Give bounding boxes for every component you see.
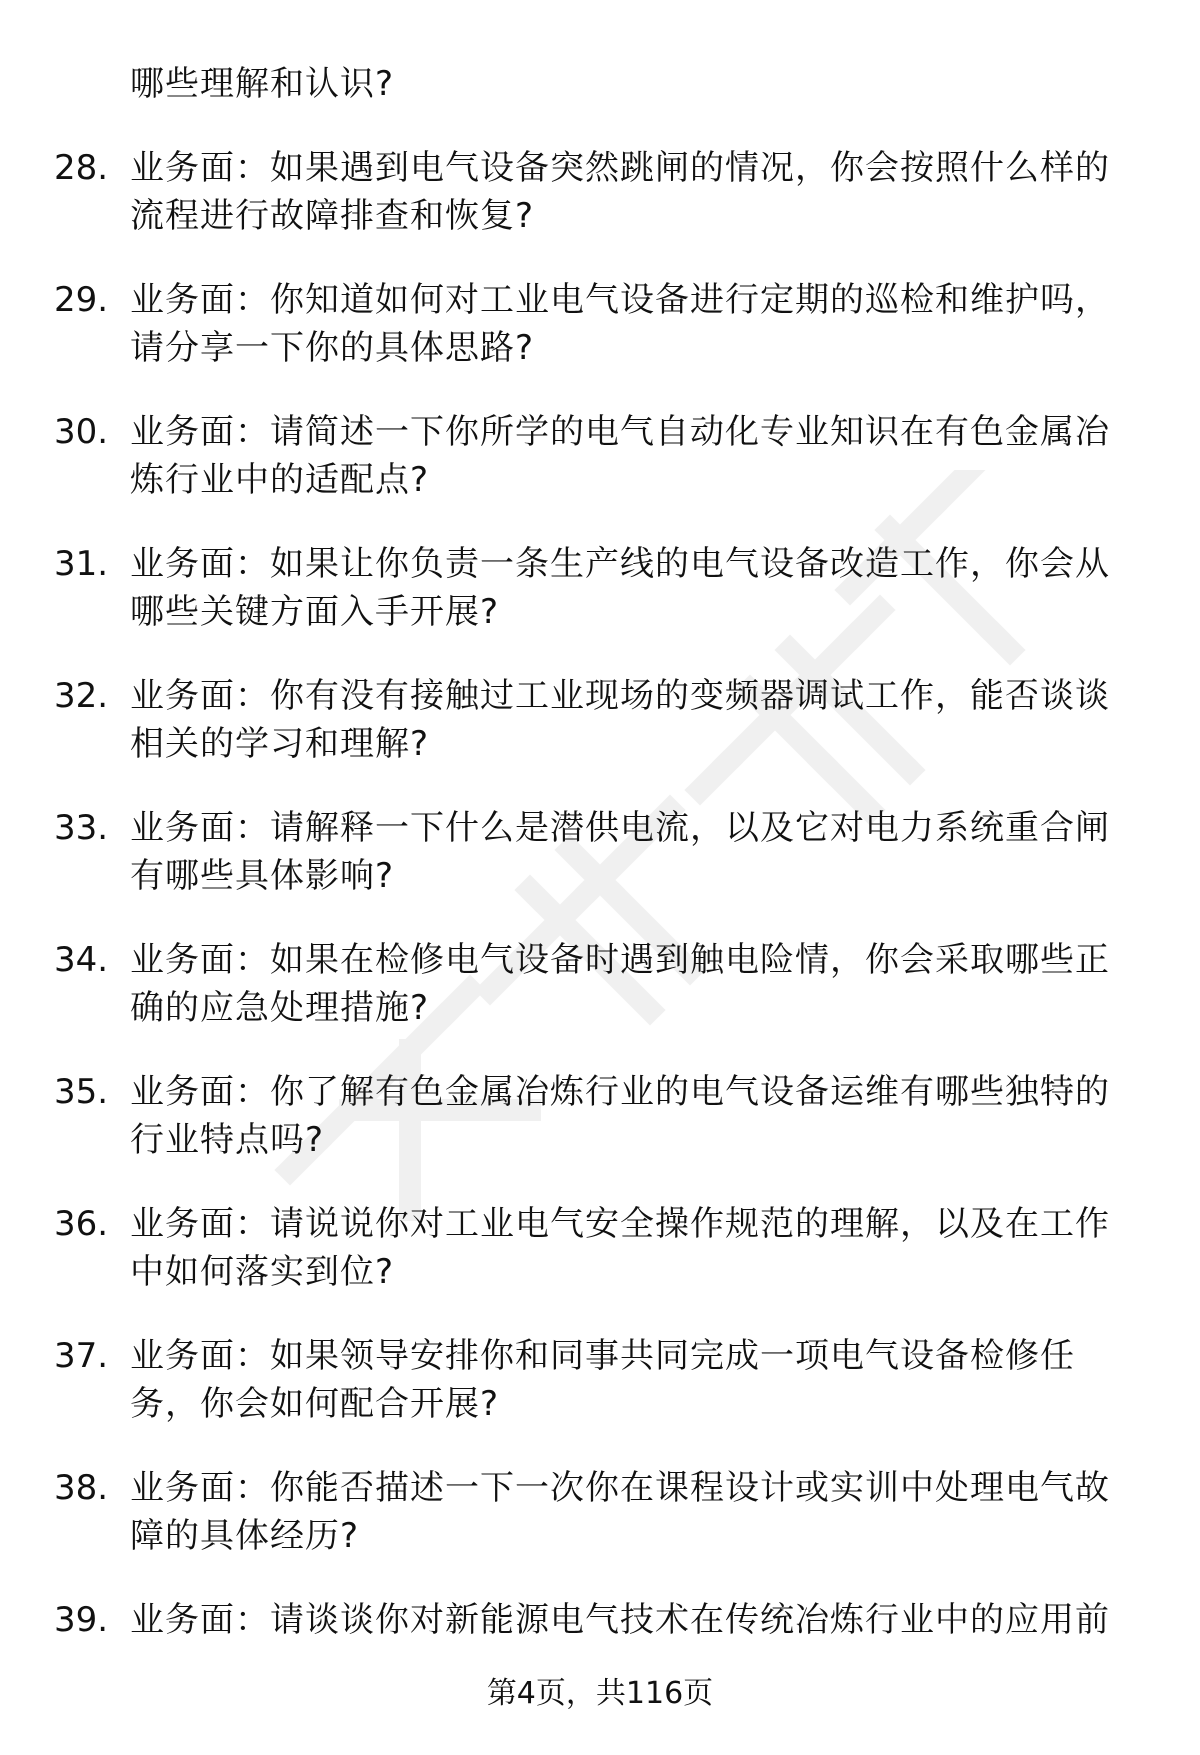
question-list: [0, 144, 1200, 1728]
question-text: [130, 1464, 1140, 1560]
question-text: [130, 672, 1140, 768]
question-number: 30.: [54, 412, 109, 452]
question-text-line: 业务面：请简述一下你所学的电气自动化专业知识在有色金属冶: [130, 412, 1110, 452]
question-number: 28.: [54, 148, 109, 188]
question-text-line: 业务面：请解释一下什么是潜供电流，以及它对电力系统重合闸: [130, 808, 1110, 848]
question-text-line: 相关的学习和理解?: [130, 724, 430, 764]
question-item: [0, 672, 1200, 804]
question-text-line: 请分享一下你的具体思路?: [130, 328, 535, 368]
question-number: 39.: [54, 1600, 109, 1640]
question-text-line: 业务面：如果让你负责一条生产线的电气设备改造工作，你会从: [130, 544, 1110, 584]
question-item: [0, 144, 1200, 276]
page-footer: 第4页，共116页: [486, 1676, 714, 1711]
question-number: 35.: [54, 1072, 109, 1112]
question-text: [130, 540, 1140, 636]
question-text-line: 障的具体经历?: [130, 1516, 360, 1556]
question-item: [0, 1332, 1200, 1464]
question-text-line: 行业特点吗?: [130, 1120, 325, 1160]
question-text-line: 中如何落实到位?: [130, 1252, 395, 1292]
question-text-line: 业务面：你知道如何对工业电气设备进行定期的巡检和维护吗，: [130, 280, 1110, 320]
question-text-line: 业务面：你能否描述一下一次你在课程设计或实训中处理电气故: [130, 1468, 1110, 1508]
question-text-line: 业务面：如果领导安排你和同事共同完成一项电气设备检修任: [130, 1336, 1075, 1376]
question-text: [130, 1068, 1140, 1164]
question-item: [0, 1068, 1200, 1200]
continued-question-text: 哪些理解和认识?: [130, 64, 395, 104]
question-text-line: 业务面：请说说你对工业电气安全操作规范的理解，以及在工作: [130, 1204, 1110, 1244]
question-number: 31.: [54, 544, 109, 584]
question-text-line: 业务面：请谈谈你对新能源电气技术在传统冶炼行业中的应用前: [130, 1600, 1110, 1640]
question-text-line: 有哪些具体影响?: [130, 856, 395, 896]
question-text-line: 流程进行故障排查和恢复?: [130, 196, 535, 236]
question-text-line: 业务面：如果在检修电气设备时遇到触电险情，你会采取哪些正: [130, 940, 1110, 980]
question-number: 37.: [54, 1336, 109, 1376]
question-text: [130, 1332, 1140, 1428]
question-text-line: 业务面：你有没有接触过工业现场的变频器调试工作，能否谈谈: [130, 676, 1110, 716]
question-text-line: 炼行业中的适配点?: [130, 460, 430, 500]
question-item: [0, 804, 1200, 936]
question-number: 36.: [54, 1204, 109, 1244]
question-text: [130, 1596, 1140, 1644]
question-item: [0, 936, 1200, 1068]
question-text: [130, 1200, 1140, 1296]
question-item: [0, 1464, 1200, 1596]
question-number: 34.: [54, 940, 109, 980]
question-item: [0, 540, 1200, 672]
question-text: [130, 936, 1140, 1032]
question-item: [0, 408, 1200, 540]
question-text: [130, 804, 1140, 900]
question-item: [0, 1200, 1200, 1332]
question-text-line: 业务面：你了解有色金属冶炼行业的电气设备运维有哪些独特的: [130, 1072, 1110, 1112]
question-number: 33.: [54, 808, 109, 848]
question-text-line: 哪些关键方面入手开展?: [130, 592, 500, 632]
question-number: 38.: [54, 1468, 109, 1508]
question-text: [130, 408, 1140, 504]
question-text-line: 业务面：如果遇到电气设备突然跳闸的情况，你会按照什么样的: [130, 148, 1110, 188]
question-number: 32.: [54, 676, 109, 716]
question-item: [0, 276, 1200, 408]
question-text-line: 务，你会如何配合开展?: [130, 1384, 500, 1424]
question-text: [130, 144, 1140, 240]
question-number: 29.: [54, 280, 109, 320]
question-text-line: 确的应急处理措施?: [130, 988, 430, 1028]
question-text: [130, 276, 1140, 372]
